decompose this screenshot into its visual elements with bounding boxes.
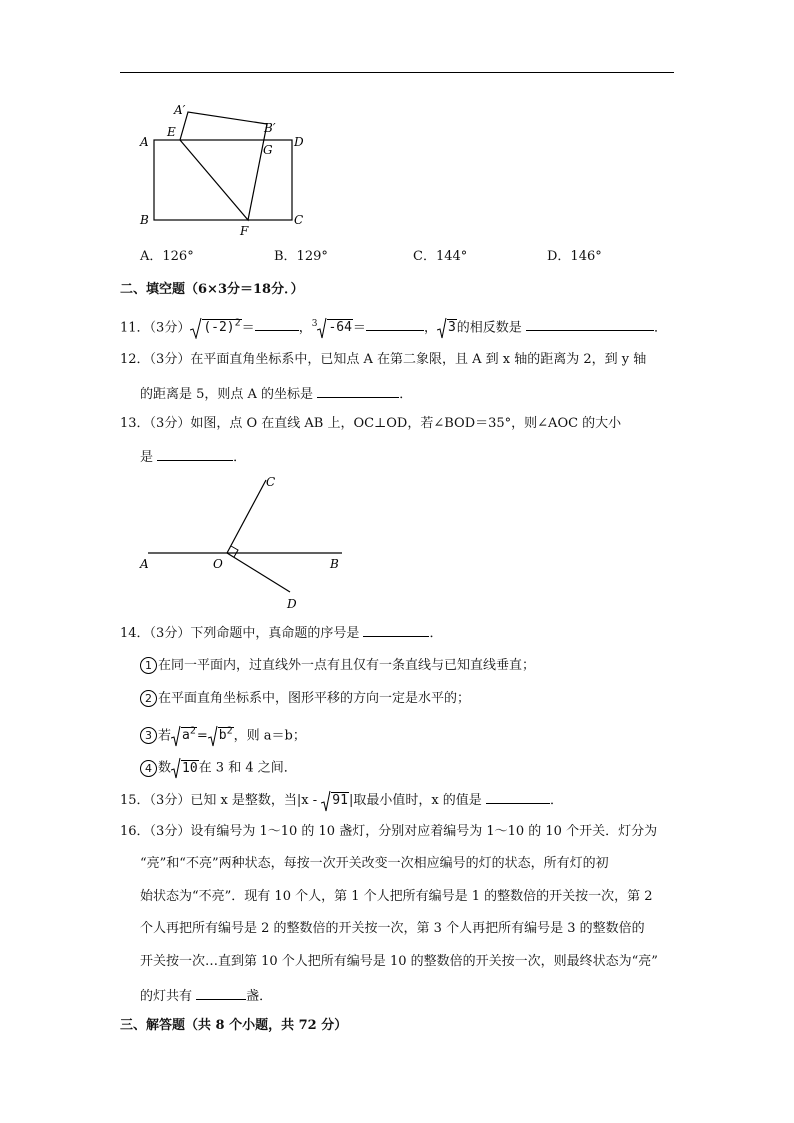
q14-item-4-pre: 数 (158, 760, 172, 776)
radical-sign (437, 317, 447, 339)
q15-pre: 15．（3分）已知 x 是整数，当|x - (120, 793, 322, 808)
q16-line6 (140, 985, 272, 1007)
q14-b: b (218, 728, 227, 744)
label-F: F (240, 224, 249, 238)
figure-angle-AOB (130, 470, 360, 615)
q11-radicand-3: 3 (447, 320, 456, 336)
q14-item-3-radicand-a (181, 727, 197, 743)
q16-line4: 个人再把所有编号是 2 的整数倍的开关按一次，第 3 个人再把所有编号是 3 的整数倍的 (140, 921, 645, 936)
q11-exp1: 2 (234, 318, 241, 329)
q14-blank (363, 622, 429, 637)
section2-title: 二、填空题（6×3分＝18分．） (120, 282, 304, 297)
q14-item-3-pre: 若 (158, 728, 172, 744)
q14-item-1 (140, 656, 535, 676)
label-B: B (140, 213, 149, 227)
q11-comma1: ， (298, 320, 312, 336)
q14-item-2-mark: 2 (140, 690, 157, 707)
radical-sign (171, 757, 181, 779)
q11-comma2: ， (423, 320, 437, 336)
label-B: B (330, 557, 339, 571)
choice-c: C．144° (413, 249, 468, 264)
radical-sign (321, 790, 331, 812)
q13-end: ． (233, 450, 247, 465)
label-A: A (140, 135, 149, 149)
ray-OC (227, 480, 266, 553)
q14-item-3-post: ，则 a＝b； (233, 728, 306, 744)
label-D: D (294, 135, 304, 149)
label-A-prime: A′ (174, 103, 186, 117)
q12-line2 (140, 383, 412, 405)
label-B-prime: B′ (264, 121, 276, 135)
q16-last-post: 盏． (246, 989, 273, 1004)
q16-blank (196, 985, 246, 1000)
radical-sign (208, 725, 218, 747)
q14-item-2-text: 在平面直角坐标系中，图形平移的方向一定是水平的； (158, 691, 471, 706)
label-D: D (287, 597, 297, 611)
label-C: C (294, 213, 304, 227)
q14-end: ． (429, 626, 443, 641)
q12-line2-text: 的距离是 5，则点 A 的坐标是 (140, 387, 314, 402)
q11-radicand-2: -64 (328, 320, 352, 336)
header-rule (120, 72, 674, 73)
label-A: A (140, 557, 149, 571)
q11-end: ． (653, 320, 667, 336)
q14-item-4-radicand: 10 (182, 760, 198, 776)
q14-item-3-radicand-b (218, 727, 234, 743)
q14-item-2 (140, 689, 470, 709)
q11-number: 11．（3分） (120, 320, 191, 336)
q13-line2 (140, 446, 246, 468)
q13-blank (157, 446, 233, 461)
q12-blank (317, 383, 399, 398)
choice-d: D．146° (547, 249, 602, 264)
q16-line1: 16．（3分）设有编号为 1～10 的 10 盏灯，分别对应着编号为 1～10 的 10 个开关．灯分为 (120, 824, 658, 839)
q14-item-4-post: 在 3 和 4 之间． (198, 760, 297, 776)
question-15 (120, 789, 563, 812)
q11-cube-index: 3 (311, 319, 318, 329)
q11-expr1: (-2) (203, 320, 235, 336)
q16-last-pre: 的灯共有 (140, 989, 193, 1004)
section3-title: 三、解答题（共 8 个小题，共 72 分） (120, 1018, 348, 1033)
q15-post: |取最小值时，x 的值是 (348, 793, 482, 808)
folded-piece (180, 112, 267, 220)
q11-eq2: ＝ (352, 320, 366, 336)
radical-sign (317, 317, 327, 339)
q16-line2: “亮”和“不亮”两种状态，每按一次开关改变一次相应编号的灯的状态，所有灯的初 (140, 856, 609, 871)
choice-b: B．129° (274, 249, 328, 264)
radical-sign (171, 725, 181, 747)
q14-item-1-text: 在同一平面内，过直线外一点有且仅有一条直线与已知直线垂直； (158, 658, 536, 673)
q11-blank-2 (366, 316, 424, 331)
choice-a: A．126° (140, 249, 194, 264)
label-C: C (266, 475, 276, 489)
label-G: G (263, 143, 273, 157)
q14-a-exp: 2 (189, 726, 196, 737)
question-11 (120, 314, 667, 339)
q14-item-3 (140, 722, 306, 747)
ray-OD (227, 553, 290, 592)
q13-line2-text: 是 (140, 450, 154, 465)
q16-line5: 开关按一次…直到第 10 个人把所有编号是 10 的整数倍的开关按一次，则最终状态为“亮” (140, 954, 658, 969)
q11-eq1: ＝ (241, 320, 255, 336)
right-angle-mark (231, 546, 238, 557)
figure-folded-rectangle (130, 98, 320, 238)
q11-text3: 的相反数是 (456, 320, 522, 336)
q11-blank-3 (526, 316, 654, 331)
q12-line1: 12．（3分）在平面直角坐标系中，已知点 A 在第二象限，且 A 到 x 轴的距离为 2，到 y 轴 (120, 352, 647, 367)
q13-line1: 13．（3分）如图，点 O 在直线 AB 上，OC⊥OD，若∠BOD＝35°，则∠AOC 的大小 (120, 416, 622, 431)
label-E: E (167, 125, 176, 139)
q14-a: a (182, 728, 190, 744)
q15-radicand: 91 (332, 793, 348, 808)
q14-item-4 (140, 757, 297, 779)
q14-item-3-mark: 3 (140, 727, 157, 744)
q15-blank (486, 789, 550, 804)
q14-item-1-mark: 1 (140, 657, 157, 674)
q11-radicand-1 (202, 319, 241, 335)
q14-item-3-eq: = (196, 728, 208, 744)
q15-end: ． (549, 793, 563, 808)
q14-line1 (120, 622, 442, 644)
q14-b-exp: 2 (226, 726, 233, 737)
q14-item-4-mark: 4 (140, 760, 157, 777)
q14-line1-text: 14．（3分）下列命题中，真命题的序号是 (120, 626, 360, 641)
label-O: O (213, 557, 223, 571)
radical-sign (190, 317, 202, 339)
q12-end: ． (399, 387, 413, 402)
q11-blank-1 (255, 316, 299, 331)
q16-line3: 始状态为“不亮”．现有 10 个人，第 1 个人把所有编号是 1 的整数倍的开关按一次，第 2 (140, 889, 653, 904)
